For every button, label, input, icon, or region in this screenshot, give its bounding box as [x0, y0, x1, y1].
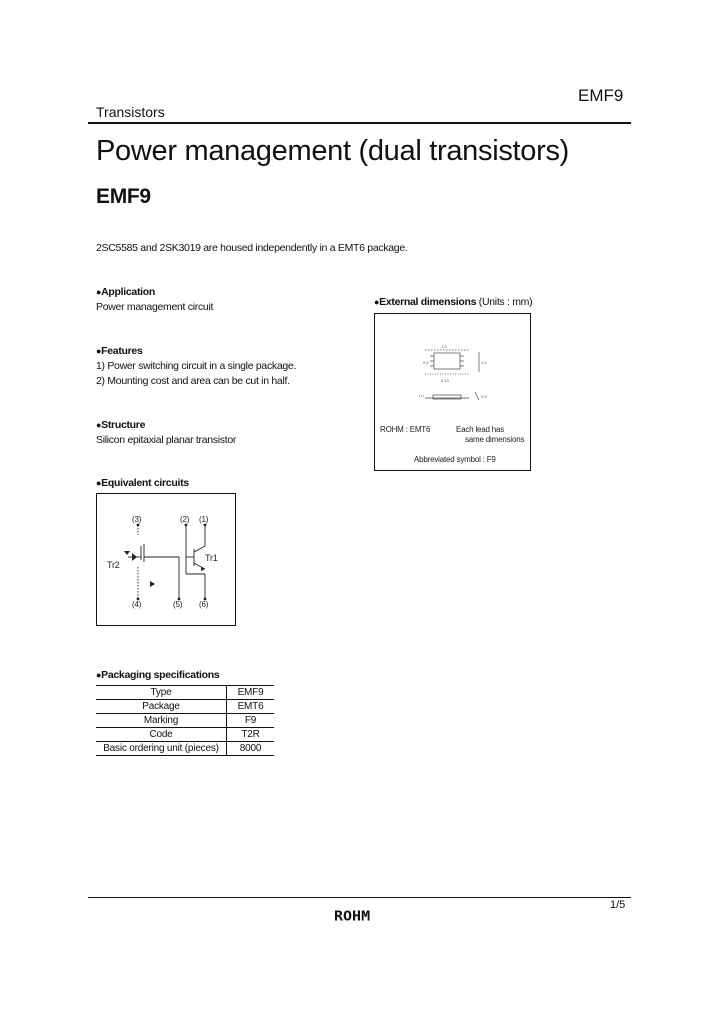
application-heading: ●Application	[96, 286, 156, 298]
page-number: 1/5	[610, 899, 626, 911]
bullet-icon: ●	[96, 287, 102, 297]
document-category: Transistors	[96, 104, 165, 120]
equivalent-circuits-heading: ●Equivalent circuits	[96, 477, 189, 489]
tr2-label: Tr2	[107, 560, 120, 570]
tr1-label: Tr1	[205, 553, 218, 563]
external-dimensions-box	[374, 313, 531, 471]
part-heading: EMF9	[96, 185, 151, 208]
external-note-line-2: same dimensions	[465, 435, 525, 444]
application-text: Power management circuit	[96, 301, 214, 313]
table-cell-value: 8000	[227, 742, 275, 756]
document-title: Power management (dual transistors)	[96, 135, 570, 167]
structure-text: Silicon epitaxial planar transistor	[96, 434, 237, 446]
footer-divider	[88, 897, 631, 898]
rohm-logo: ROHM	[334, 907, 371, 925]
features-line-1: 1) Power switching circuit in a single package.	[96, 360, 297, 372]
packaging-table	[96, 685, 274, 756]
bullet-icon: ●	[96, 420, 102, 430]
external-abbreviated-symbol: Abbreviated symbol : F9	[414, 455, 496, 464]
table-cell-key: Package	[96, 700, 227, 714]
intro-text: 2SC5585 and 2SK3019 are housed independently in a EMT6 package.	[96, 242, 408, 254]
bullet-icon: ●	[96, 670, 102, 680]
table-cell-value: EMT6	[227, 700, 275, 714]
pin-2-label: (2)	[180, 515, 190, 524]
table-cell-key: Type	[96, 686, 227, 700]
external-note-line-1: Each lead has	[456, 425, 505, 434]
features-line-2: 2) Mounting cost and area can be cut in half.	[96, 375, 290, 387]
bullet-icon: ●	[96, 346, 102, 356]
svg-text:0.5: 0.5	[481, 394, 487, 399]
features-heading: ●Features	[96, 345, 143, 357]
svg-text:0.4: 0.4	[423, 360, 429, 365]
table-row	[96, 700, 274, 714]
table-cell-value: F9	[227, 714, 275, 728]
header-part-number: EMF9	[578, 86, 624, 105]
table-cell-value: T2R	[227, 728, 275, 742]
structure-heading: ●Structure	[96, 419, 146, 431]
external-dimensions-heading: ●External dimensions (Units : mm)	[374, 296, 533, 308]
svg-text:1.0: 1.0	[441, 344, 447, 349]
pin-5-label: (5)	[173, 600, 183, 609]
table-cell-key: Code	[96, 728, 227, 742]
table-row	[96, 742, 274, 756]
table-row	[96, 686, 274, 700]
pin-1-label: (1)	[199, 515, 209, 524]
table-cell-key: Marking	[96, 714, 227, 728]
pin-4-label: (4)	[132, 600, 142, 609]
table-row	[96, 728, 274, 742]
packaging-heading: ●Packaging specifications	[96, 669, 220, 681]
external-rohm-label: ROHM : EMT6	[380, 425, 431, 434]
header-divider	[88, 122, 631, 124]
svg-text:0.13: 0.13	[441, 378, 449, 383]
package-outline-drawing	[375, 314, 530, 470]
bullet-icon: ●	[374, 297, 380, 307]
table-row	[96, 714, 274, 728]
bullet-icon: ●	[96, 478, 102, 488]
table-cell-value: EMF9	[227, 686, 275, 700]
pin-3-label: (3)	[132, 515, 142, 524]
svg-text:1.6: 1.6	[481, 360, 487, 365]
table-cell-key: Basic ordering unit (pieces)	[96, 742, 227, 756]
pin-6-label: (6)	[199, 600, 209, 609]
